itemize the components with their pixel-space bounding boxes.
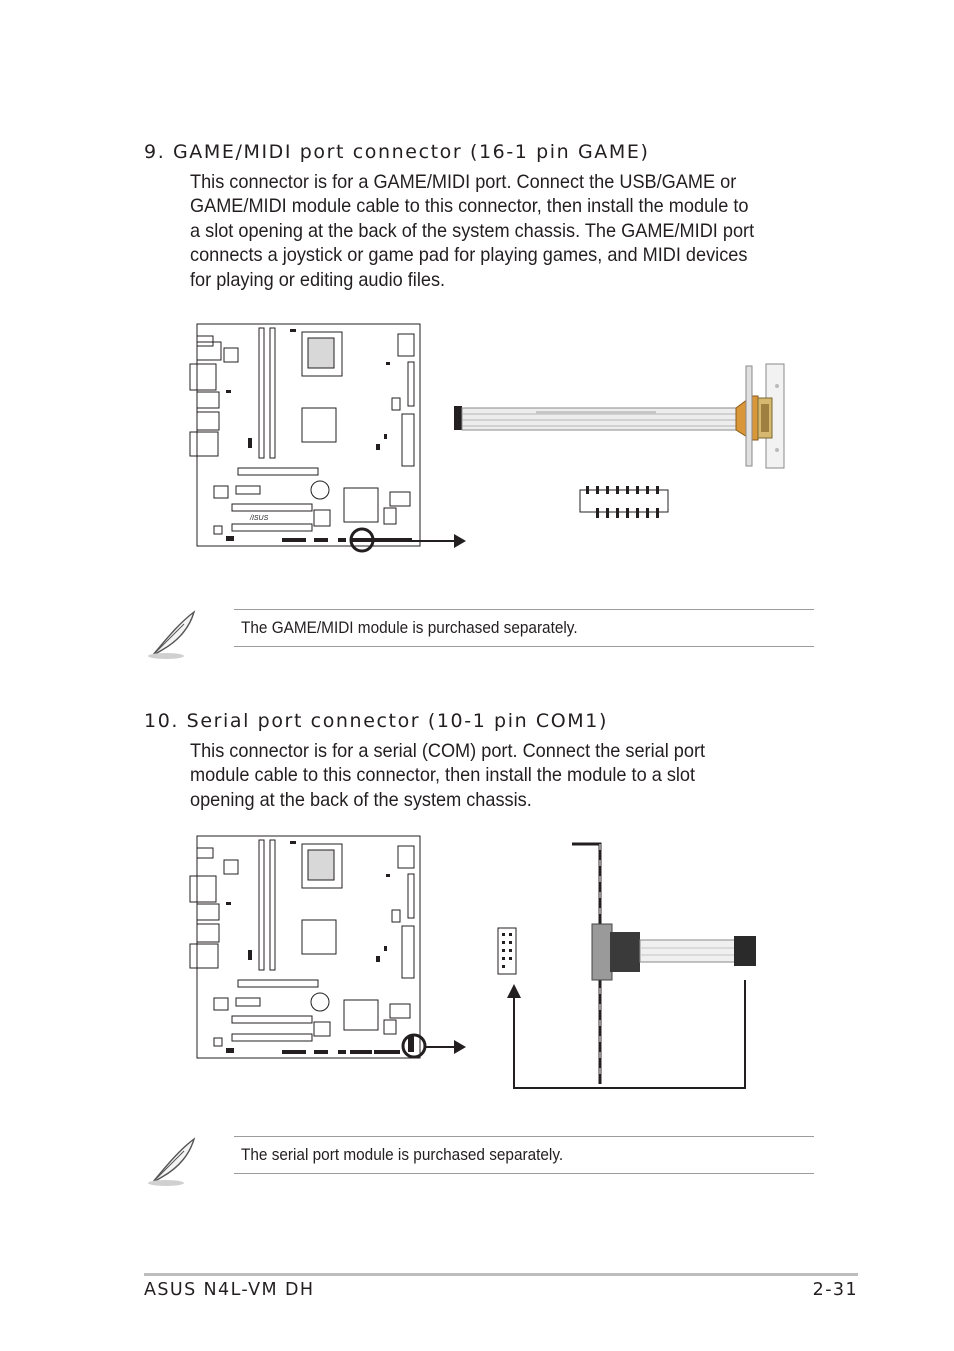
section-9-line-3: a slot opening at the back of the system chassis. The GAME/MIDI port bbox=[190, 219, 755, 242]
section-9-line-2: GAME/MIDI module cable to this connector, then install the module to bbox=[190, 195, 749, 218]
note-serial: The serial port module is purchased separately. bbox=[241, 1146, 564, 1164]
page-number: 2-31 bbox=[812, 1280, 858, 1300]
note-rule-bottom bbox=[234, 1173, 814, 1174]
section-9-heading: 9. GAME/MIDI port connector (16-1 pin GAME) bbox=[144, 141, 650, 163]
note-rule-top bbox=[234, 609, 814, 610]
feather-icon bbox=[144, 1133, 200, 1189]
board-logo: /ISUS bbox=[250, 515, 269, 522]
motherboard-diagram-com bbox=[186, 834, 476, 1066]
serial-cable-diagram bbox=[490, 838, 770, 1092]
note-rule-bottom bbox=[234, 646, 814, 647]
footer-product-name: ASUS N4L-VM DH bbox=[144, 1280, 315, 1300]
game-cable-diagram bbox=[440, 356, 800, 526]
section-10-line-1: This connector is for a serial (COM) port. Connect the serial port bbox=[190, 740, 706, 762]
note-rule-top bbox=[234, 1136, 814, 1137]
section-10-body bbox=[190, 739, 785, 812]
section-10-line-3: opening at the back of the system chassis. bbox=[190, 788, 532, 811]
section-10-heading: 10. Serial port connector (10-1 pin COM1) bbox=[144, 710, 608, 732]
footer-rule bbox=[144, 1273, 858, 1276]
section-10-line-2: module cable to this connector, then install the module to a slot bbox=[190, 764, 696, 787]
section-9-line-5: for playing or editing audio files. bbox=[190, 268, 446, 291]
note-game: The GAME/MIDI module is purchased separately. bbox=[241, 619, 578, 637]
feather-icon bbox=[144, 606, 200, 662]
section-9-body bbox=[190, 170, 785, 292]
section-9-line-1: This connector is for a GAME/MIDI port. Connect the USB/GAME or bbox=[190, 171, 737, 193]
motherboard-diagram-game bbox=[186, 322, 476, 558]
section-9-line-4: connects a joystick or game pad for playing games, and MIDI devices bbox=[190, 244, 748, 267]
